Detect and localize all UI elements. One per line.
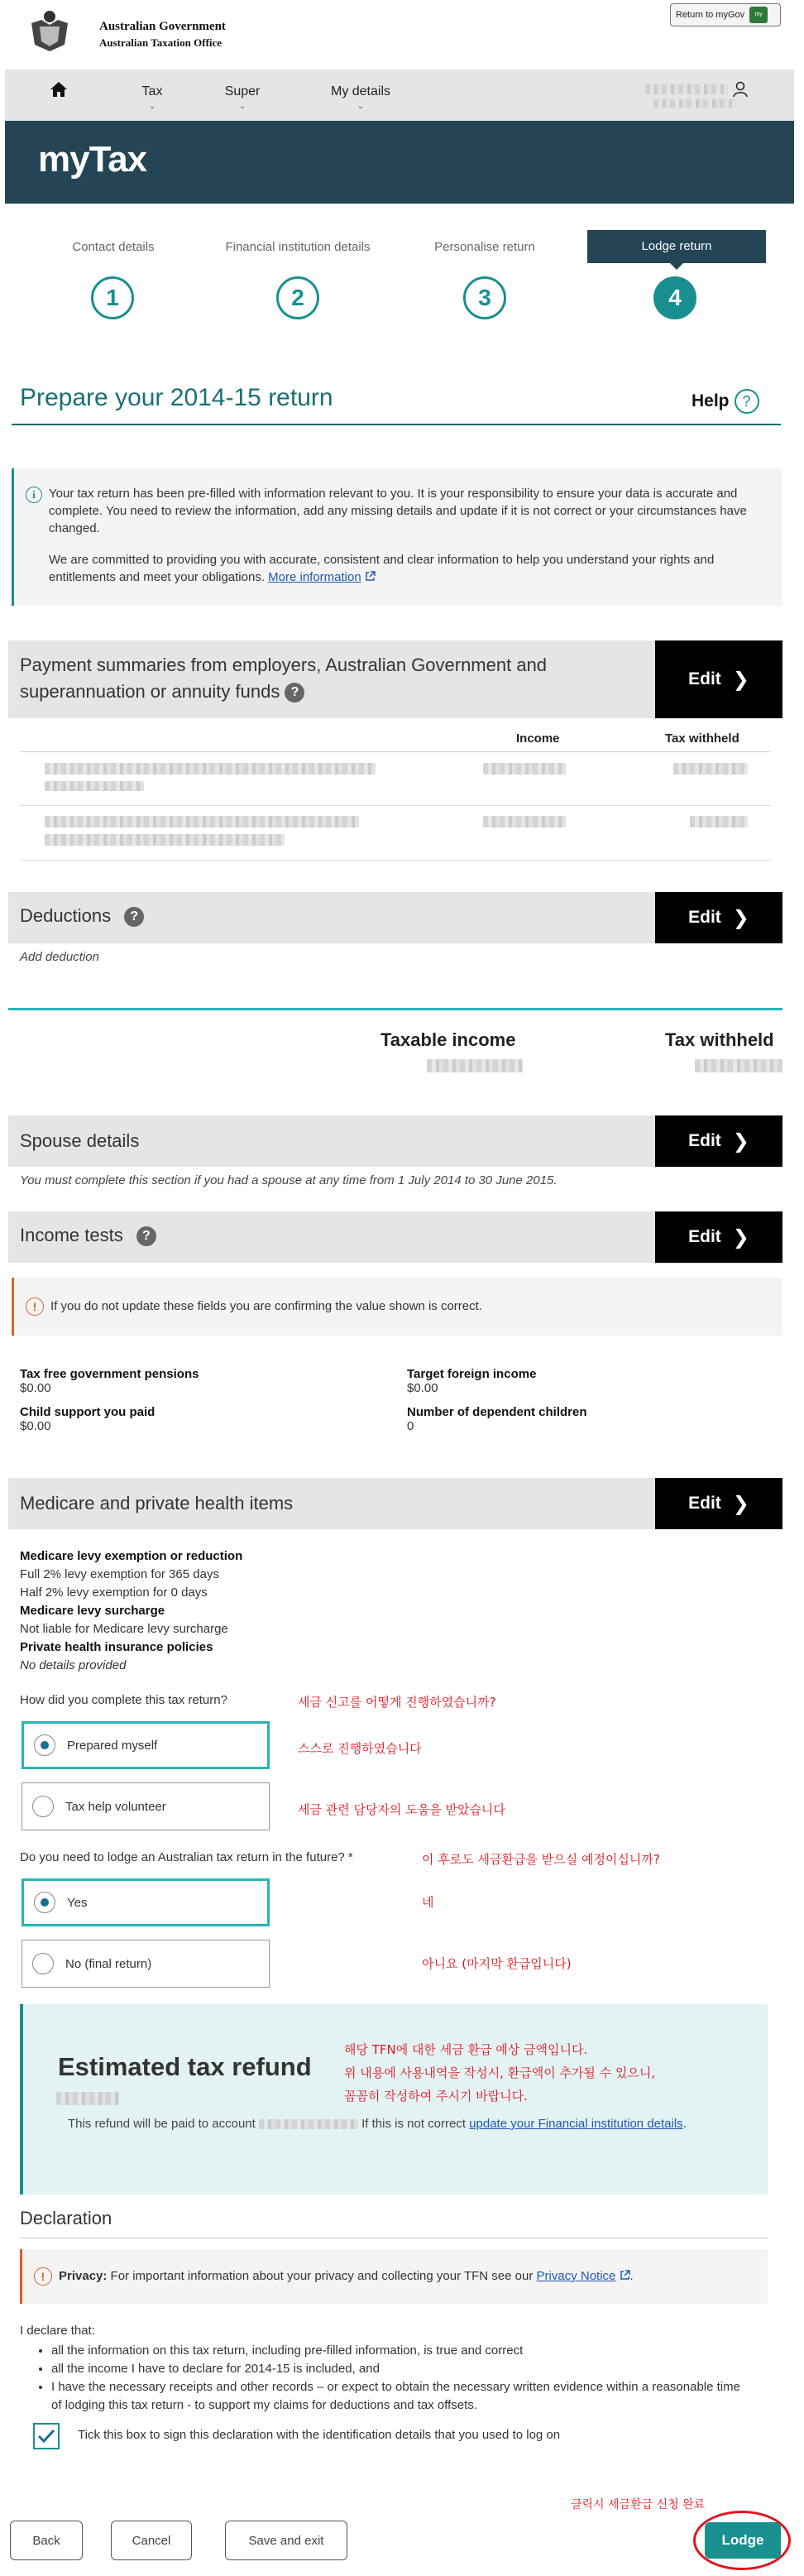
deductions-title-text: Deductions: [20, 905, 112, 926]
checkmark-icon: [37, 2429, 55, 2444]
col-income-header: Income: [516, 732, 560, 746]
radio-unselected-icon: [32, 1796, 54, 1817]
back-button[interactable]: Back: [10, 2521, 83, 2560]
page-title: Prepare your 2014-15 return: [20, 384, 333, 411]
radio-unselected-icon: [32, 1953, 54, 1974]
external-link-icon: [365, 571, 376, 582]
edit-label: Edit: [688, 1227, 721, 1246]
declare-heading: I declare that:: [20, 2324, 95, 2338]
warning-icon: !: [34, 2267, 52, 2286]
radio-label: Prepared myself: [67, 1738, 158, 1753]
user-id-redacted: [653, 99, 736, 108]
info-box: [12, 468, 782, 606]
spouse-details-title: Spouse details: [20, 1130, 140, 1151]
exemption-half: Half 2% levy exemption for 0 days: [20, 1585, 208, 1600]
nav-super-label: Super: [224, 84, 261, 98]
lodge-label: Lodge: [721, 2532, 764, 2548]
step-label-contact-details: Contact details: [72, 240, 155, 254]
col-tax-withheld-header: Tax withheld: [665, 732, 739, 746]
annotation-lodge-note: 클릭시 세금환급 신청 완료: [571, 2498, 706, 2511]
refund-text: [68, 2115, 696, 2133]
declaration-checkbox-label[interactable]: Tick this box to sign this declaration with the identification details that you used to log on: [78, 2428, 561, 2442]
spouse-note: You must complete this section if you had a spouse at any time from 1 July 2014 to 30 June 2015.: [20, 1173, 558, 1187]
income-test-field: [407, 1405, 587, 1433]
chevron-down-icon: ⌄: [148, 102, 156, 111]
income-test-field: [20, 1367, 199, 1395]
annotation-refund-line2: 위 내용에 사용내역을 작성시, 환급액이 추가될 수 있으니,: [344, 2065, 656, 2080]
help-icon[interactable]: ?: [124, 907, 144, 927]
edit-payment-summaries-button[interactable]: [655, 640, 782, 718]
tax-withheld-redacted: [690, 816, 748, 827]
info-para-2: [49, 551, 773, 586]
medicare-header: [8, 1478, 782, 1529]
table-row: [20, 808, 771, 861]
annotation-q2-opt2: 아니요 (마지막 환급입니다): [422, 1956, 572, 1971]
refund-text-pre: This refund will be paid to account: [68, 2117, 256, 2131]
table-row: [20, 753, 771, 806]
nav-tax[interactable]: [127, 84, 177, 111]
account-number-redacted: [259, 2119, 358, 2129]
annotation-q1-opt1: 스스로 진행하였습니다: [298, 1741, 422, 1756]
user-menu[interactable]: [645, 79, 753, 113]
external-link-icon: [620, 2270, 630, 2281]
nav-my-details-label: My details: [330, 84, 391, 98]
field-value: $0.00: [20, 1419, 51, 1433]
edit-income-tests-button[interactable]: [655, 1211, 782, 1263]
chevron-right-icon: ❯: [732, 1226, 749, 1249]
user-name-redacted: [645, 84, 728, 94]
info-icon: i: [26, 487, 42, 503]
income-tests-title: [20, 1225, 156, 1246]
privacy-notice-link[interactable]: Privacy Notice: [536, 2269, 616, 2283]
payer-name-redacted: [45, 763, 376, 775]
refund-box: [20, 2004, 768, 2195]
radio-selected-icon: [34, 1734, 55, 1756]
refund-title: Estimated tax refund: [58, 2052, 312, 2081]
step-4-circle-active[interactable]: 4: [653, 276, 696, 319]
privacy-text: Privacy: For important information about your privacy and collecting your TFN see our Privacy Notice .: [59, 2269, 634, 2283]
income-tests-header: [8, 1211, 782, 1263]
edit-spouse-details-button[interactable]: [655, 1115, 782, 1167]
top-nav: [5, 70, 794, 121]
medicare-title: Medicare and private health items: [20, 1493, 294, 1513]
chevron-right-icon: ❯: [732, 906, 749, 929]
radio-selected-icon: [34, 1892, 55, 1913]
payment-summaries-title: [20, 652, 599, 705]
deductions-header: [8, 892, 782, 943]
income-test-field: [407, 1367, 536, 1395]
privacy-label: Privacy:: [59, 2269, 108, 2283]
annotation-refund-line1: 해당 TFN에 대한 세금 환급 예상 금액입니다.: [344, 2042, 588, 2057]
radio-prepared-myself[interactable]: [22, 1721, 270, 1769]
payer-abn-redacted: [45, 834, 285, 846]
income-redacted: [483, 816, 566, 827]
taxable-income-label: Taxable income: [380, 1029, 516, 1050]
field-value: $0.00: [20, 1381, 51, 1395]
q2-question: Do you need to lodge an Australian tax return in the future? *: [20, 1850, 353, 1864]
tax-withheld-total-redacted: [695, 1059, 782, 1072]
field-value: 0: [407, 1419, 414, 1433]
chevron-down-icon: ⌄: [357, 102, 365, 111]
more-information-link[interactable]: More information: [268, 570, 361, 584]
save-and-exit-button[interactable]: Save and exit: [225, 2521, 347, 2560]
home-button[interactable]: [50, 81, 74, 104]
payment-summaries-header: [8, 640, 782, 718]
help-link[interactable]: [692, 389, 759, 414]
mytax-logo: myTax: [38, 139, 147, 180]
declaration-bullet: • all the income I have to declare for 2014-15 is included, and: [51, 2360, 746, 2378]
nav-super[interactable]: [213, 84, 271, 111]
cancel-button[interactable]: Cancel: [111, 2521, 192, 2560]
annotation-q2-opt1: 네: [422, 1895, 434, 1910]
annotation-refund-line3: 꼼꼼히 작성하여 주시기 바랍니다.: [344, 2089, 528, 2103]
income-redacted: [483, 763, 566, 775]
info-para-2-text: We are committed to providing you with accurate, consistent and clear information to help you understand your rights and entitlements and meet your obligations.: [49, 553, 715, 584]
privacy-text-body: For important information about your privacy and collecting your TFN see our: [110, 2269, 534, 2283]
payer-abn-redacted: [45, 781, 144, 791]
radio-no-final-return[interactable]: [22, 1940, 270, 1988]
refund-text-mid: If this is not correct: [361, 2117, 467, 2131]
gov-line1: Australian Government: [99, 20, 226, 33]
help-icon[interactable]: ?: [136, 1226, 156, 1246]
edit-label: Edit: [688, 669, 721, 688]
payment-summaries-title-text: Payment summaries from employers, Australian Government and superannuation or annuity funds: [20, 655, 548, 702]
exemption-label: Medicare levy exemption or reduction: [20, 1549, 243, 1563]
coat-of-arms-icon: [25, 5, 74, 55]
return-to-mygov-button[interactable]: [670, 3, 781, 34]
taxable-income-redacted: [427, 1059, 523, 1072]
field-label: Child support you paid: [20, 1405, 156, 1419]
nav-tax-label: Tax: [141, 84, 163, 98]
refund-text-post: .: [682, 2117, 687, 2131]
tax-withheld-total-label: Tax withheld: [665, 1029, 774, 1050]
step-label-financial-institution: Financial institution details: [225, 240, 371, 254]
edit-label: Edit: [688, 1494, 721, 1513]
chevron-right-icon: ❯: [732, 1492, 749, 1515]
warning-icon: !: [26, 1298, 44, 1316]
chevron-right-icon: ❯: [732, 668, 749, 691]
annotation-q1-question: 세금 신고를 어떻게 진행하였습니까?: [298, 1695, 496, 1710]
step-label-personalise-return: Personalise return: [434, 240, 535, 254]
declaration-bullet: • all the information on this tax return, including pre-filled information, is true and correct: [51, 2342, 746, 2360]
field-value: $0.00: [407, 1381, 438, 1395]
annotation-q2-question: 이 후로도 세금환급을 받으실 예정이십니까?: [422, 1852, 660, 1867]
spouse-details-header: [8, 1115, 782, 1167]
totals-divider: [8, 1008, 782, 1010]
edit-deductions-button[interactable]: [655, 892, 782, 943]
title-underline: [12, 424, 781, 425]
gov-line2: Australian Taxation Office: [99, 36, 223, 49]
q1-question: How did you complete this tax return?: [20, 1693, 227, 1707]
income-tests-warning: [12, 1278, 782, 1336]
surcharge-label: Medicare levy surcharge: [20, 1604, 165, 1618]
exemption-full: Full 2% levy exemption for 365 days: [20, 1567, 219, 1581]
surcharge-value: Not liable for Medicare levy surcharge: [20, 1622, 228, 1636]
radio-label: Yes: [67, 1895, 88, 1910]
radio-label: No (final return): [65, 1956, 152, 1971]
lodge-button[interactable]: [705, 2522, 781, 2559]
radio-yes[interactable]: [22, 1878, 270, 1926]
field-label: Target foreign income: [407, 1367, 537, 1381]
header-divider: [20, 751, 771, 752]
phi-label: Private health insurance policies: [20, 1640, 213, 1654]
update-financial-institution-link[interactable]: update your Financial institution details: [469, 2117, 683, 2131]
declaration-title: Declaration: [20, 2208, 112, 2228]
edit-label: Edit: [688, 1131, 721, 1150]
ato-logo: [25, 5, 232, 55]
edit-medicare-button[interactable]: [655, 1478, 782, 1529]
privacy-box: [20, 2249, 768, 2304]
add-deduction-text: Add deduction: [20, 950, 99, 964]
step-label-lodge-return-active: [587, 230, 766, 263]
field-label: Tax free government pensions: [20, 1367, 199, 1381]
medicare-details: [20, 1547, 242, 1675]
return-to-mygov-label: Return to myGov: [676, 10, 745, 20]
person-icon: [733, 81, 748, 98]
mytax-banner: [5, 121, 794, 204]
help-circle-icon: ?: [735, 389, 759, 414]
step-label-lodge-return: Lodge return: [641, 239, 712, 253]
declaration-checkbox[interactable]: [33, 2423, 60, 2449]
chevron-down-icon: ⌄: [238, 102, 246, 111]
nav-my-details[interactable]: [319, 84, 402, 111]
radio-label: Tax help volunteer: [65, 1799, 166, 1814]
phi-value: No details provided: [20, 1658, 127, 1672]
income-tests-title-text: Income tests: [20, 1225, 123, 1245]
chevron-right-icon: ❯: [732, 1130, 749, 1153]
step-3-circle[interactable]: 3: [463, 276, 506, 319]
declaration-bullets: [51, 2342, 746, 2415]
declaration-bullet: • I have the necessary receipts and other records – or expect to obtain the necessary written evidence within a reasonable time of lodging this tax return - to support my claims for deductions and tax offsets.: [51, 2378, 746, 2415]
income-test-field: [20, 1405, 155, 1433]
mygov-badge-icon: my gov: [749, 7, 768, 23]
active-step-pointer: [670, 263, 683, 270]
step-2-circle[interactable]: 2: [276, 276, 319, 319]
refund-amount-redacted: [56, 2092, 119, 2105]
help-label: Help: [692, 391, 730, 410]
income-tests-warning-text: If you do not update these fields you are confirming the value shown is correct.: [50, 1299, 482, 1313]
edit-label: Edit: [688, 908, 721, 927]
payer-name-redacted: [45, 816, 359, 827]
deductions-title: [20, 905, 144, 927]
info-para-1: Your tax return has been pre-filled with information relevant to you. It is your responsibility to ensure your data is accurate and complete. You need to review the information, add any missing details and update if it is not correct or your circumstances have changed.: [49, 487, 747, 535]
annotation-q1-opt2: 세금 관련 담당자의 도움을 받았습니다: [298, 1802, 505, 1817]
step-1-circle[interactable]: 1: [91, 276, 134, 319]
help-icon[interactable]: ?: [285, 683, 304, 703]
home-icon: [50, 81, 68, 98]
tax-withheld-redacted: [673, 763, 748, 775]
radio-tax-help-volunteer[interactable]: [22, 1782, 270, 1830]
field-label: Number of dependent children: [407, 1405, 587, 1419]
